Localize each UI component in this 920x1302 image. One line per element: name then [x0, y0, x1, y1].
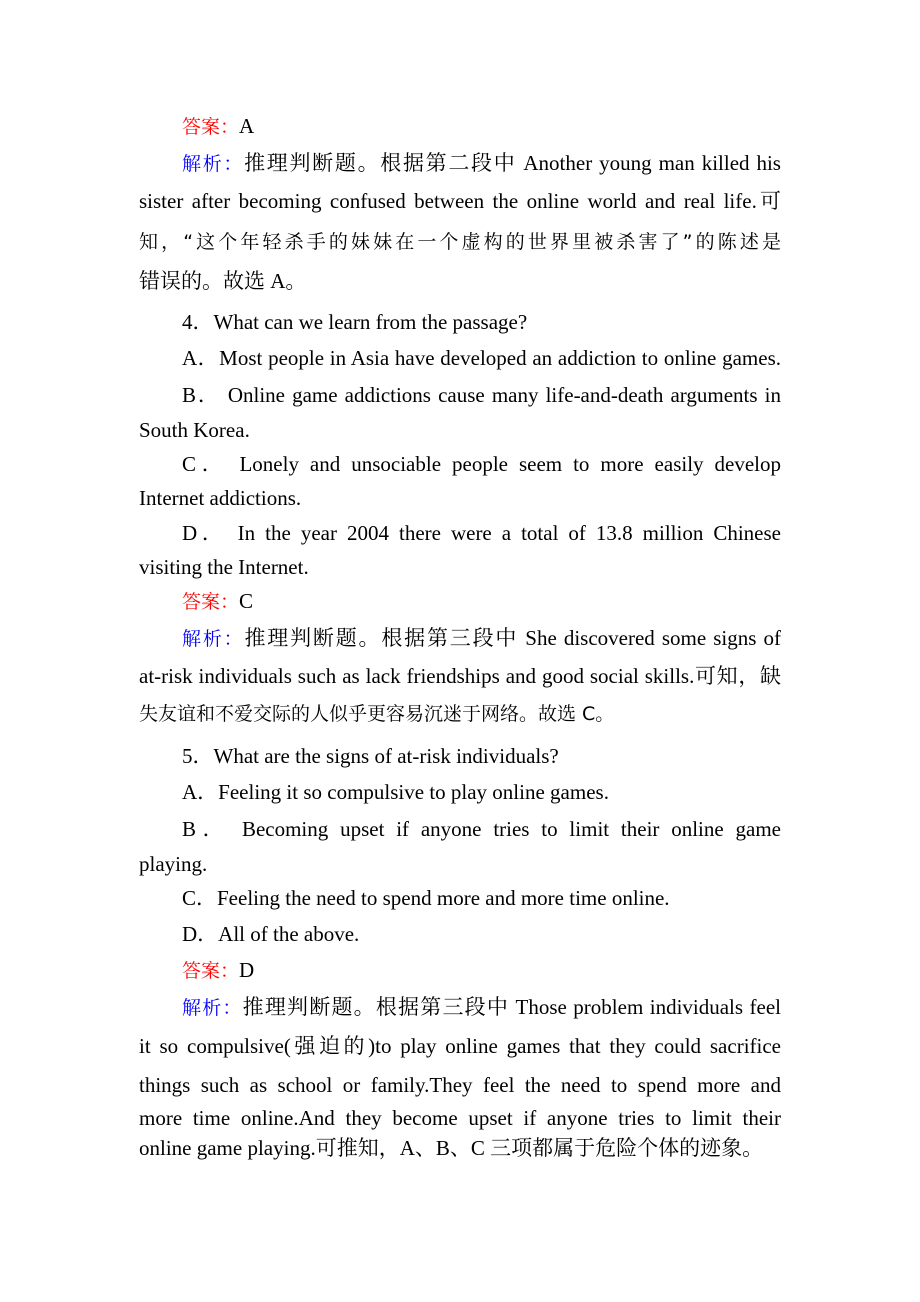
q4-option-d: D． In the year 2004 there were a total of 13.8 million Chinese [182, 521, 781, 545]
q4-option-d-cont: visiting the Internet. [139, 555, 309, 579]
answer-label: 答案： [182, 116, 240, 138]
q4-option-b-cont: South Korea. [139, 418, 250, 442]
analysis-label: 解析： [182, 153, 245, 175]
answer-label: 答案： [182, 591, 240, 613]
answer-value: D [239, 958, 255, 982]
q4-analysis-line-1: 解析：推理判断题。根据第三段中 She discovered some signs of [182, 626, 781, 650]
q4-option-c: C． Lonely and unsociable people seem to more easily develop [182, 452, 781, 476]
q5-analysis-line-3: things such as school or family.They feel the need to spend more and [139, 1073, 781, 1097]
q5-analysis-line-1: 解析：推理判断题。根据第三段中 Those problem individuals feel [182, 995, 781, 1019]
q4-option-b: B． Online game addictions cause many life-and-death arguments in [182, 383, 781, 407]
analysis-label: 解析： [182, 997, 243, 1019]
q4-answer [182, 589, 781, 614]
q3-analysis-line-3: 知，“这个年轻杀手的妹妹在一个虚构的世界里被杀害了”的陈述是 [139, 231, 781, 253]
q5-question: 5．What are the signs of at-risk individuals? [182, 744, 559, 768]
answer-value: A [239, 114, 255, 138]
q3-analysis-line-4: 错误的。故选 A。 [139, 269, 307, 293]
answer-label: 答案： [182, 960, 240, 982]
q4-analysis-line-2: at-risk individuals such as lack friendships and good social skills.可知，缺 [139, 664, 781, 688]
q5-option-a: A．Feeling it so compulsive to play online games. [182, 780, 609, 804]
q4-question: 4．What can we learn from the passage? [182, 310, 528, 334]
q5-option-b: B． Becoming upset if anyone tries to limit their online game [182, 817, 781, 841]
q4-option-a: A．Most people in Asia have developed an addiction to online games. [182, 346, 781, 370]
q5-analysis-line-2: it so compulsive(强迫的)to play online games that they could sacrifice [139, 1034, 781, 1058]
q5-analysis-line-5: online game playing.可推知，A、B、C 三项都属于危险个体的迹象。 [139, 1136, 764, 1160]
analysis-label: 解析： [182, 628, 245, 650]
q5-answer [182, 958, 781, 983]
q5-option-d: D．All of the above. [182, 922, 360, 946]
q5-option-b-cont: playing. [139, 852, 208, 876]
q4-option-c-cont: Internet addictions. [139, 486, 302, 510]
q5-option-c: C．Feeling the need to spend more and more time online. [182, 886, 670, 910]
q3-analysis-line-2: sister after becoming confused between the online world and real life.可 [139, 189, 781, 213]
q4-analysis-line-3: 失友谊和不爱交际的人似乎更容易沉迷于网络。故选 C。 [139, 703, 615, 725]
q3-analysis-line-1: 解析：推理判断题。根据第二段中 Another young man killed his [182, 151, 781, 175]
answer-value: C [239, 589, 254, 613]
q3-answer [182, 114, 781, 139]
q5-analysis-line-4: more time online.And they become upset if anyone tries to limit their [139, 1106, 781, 1130]
